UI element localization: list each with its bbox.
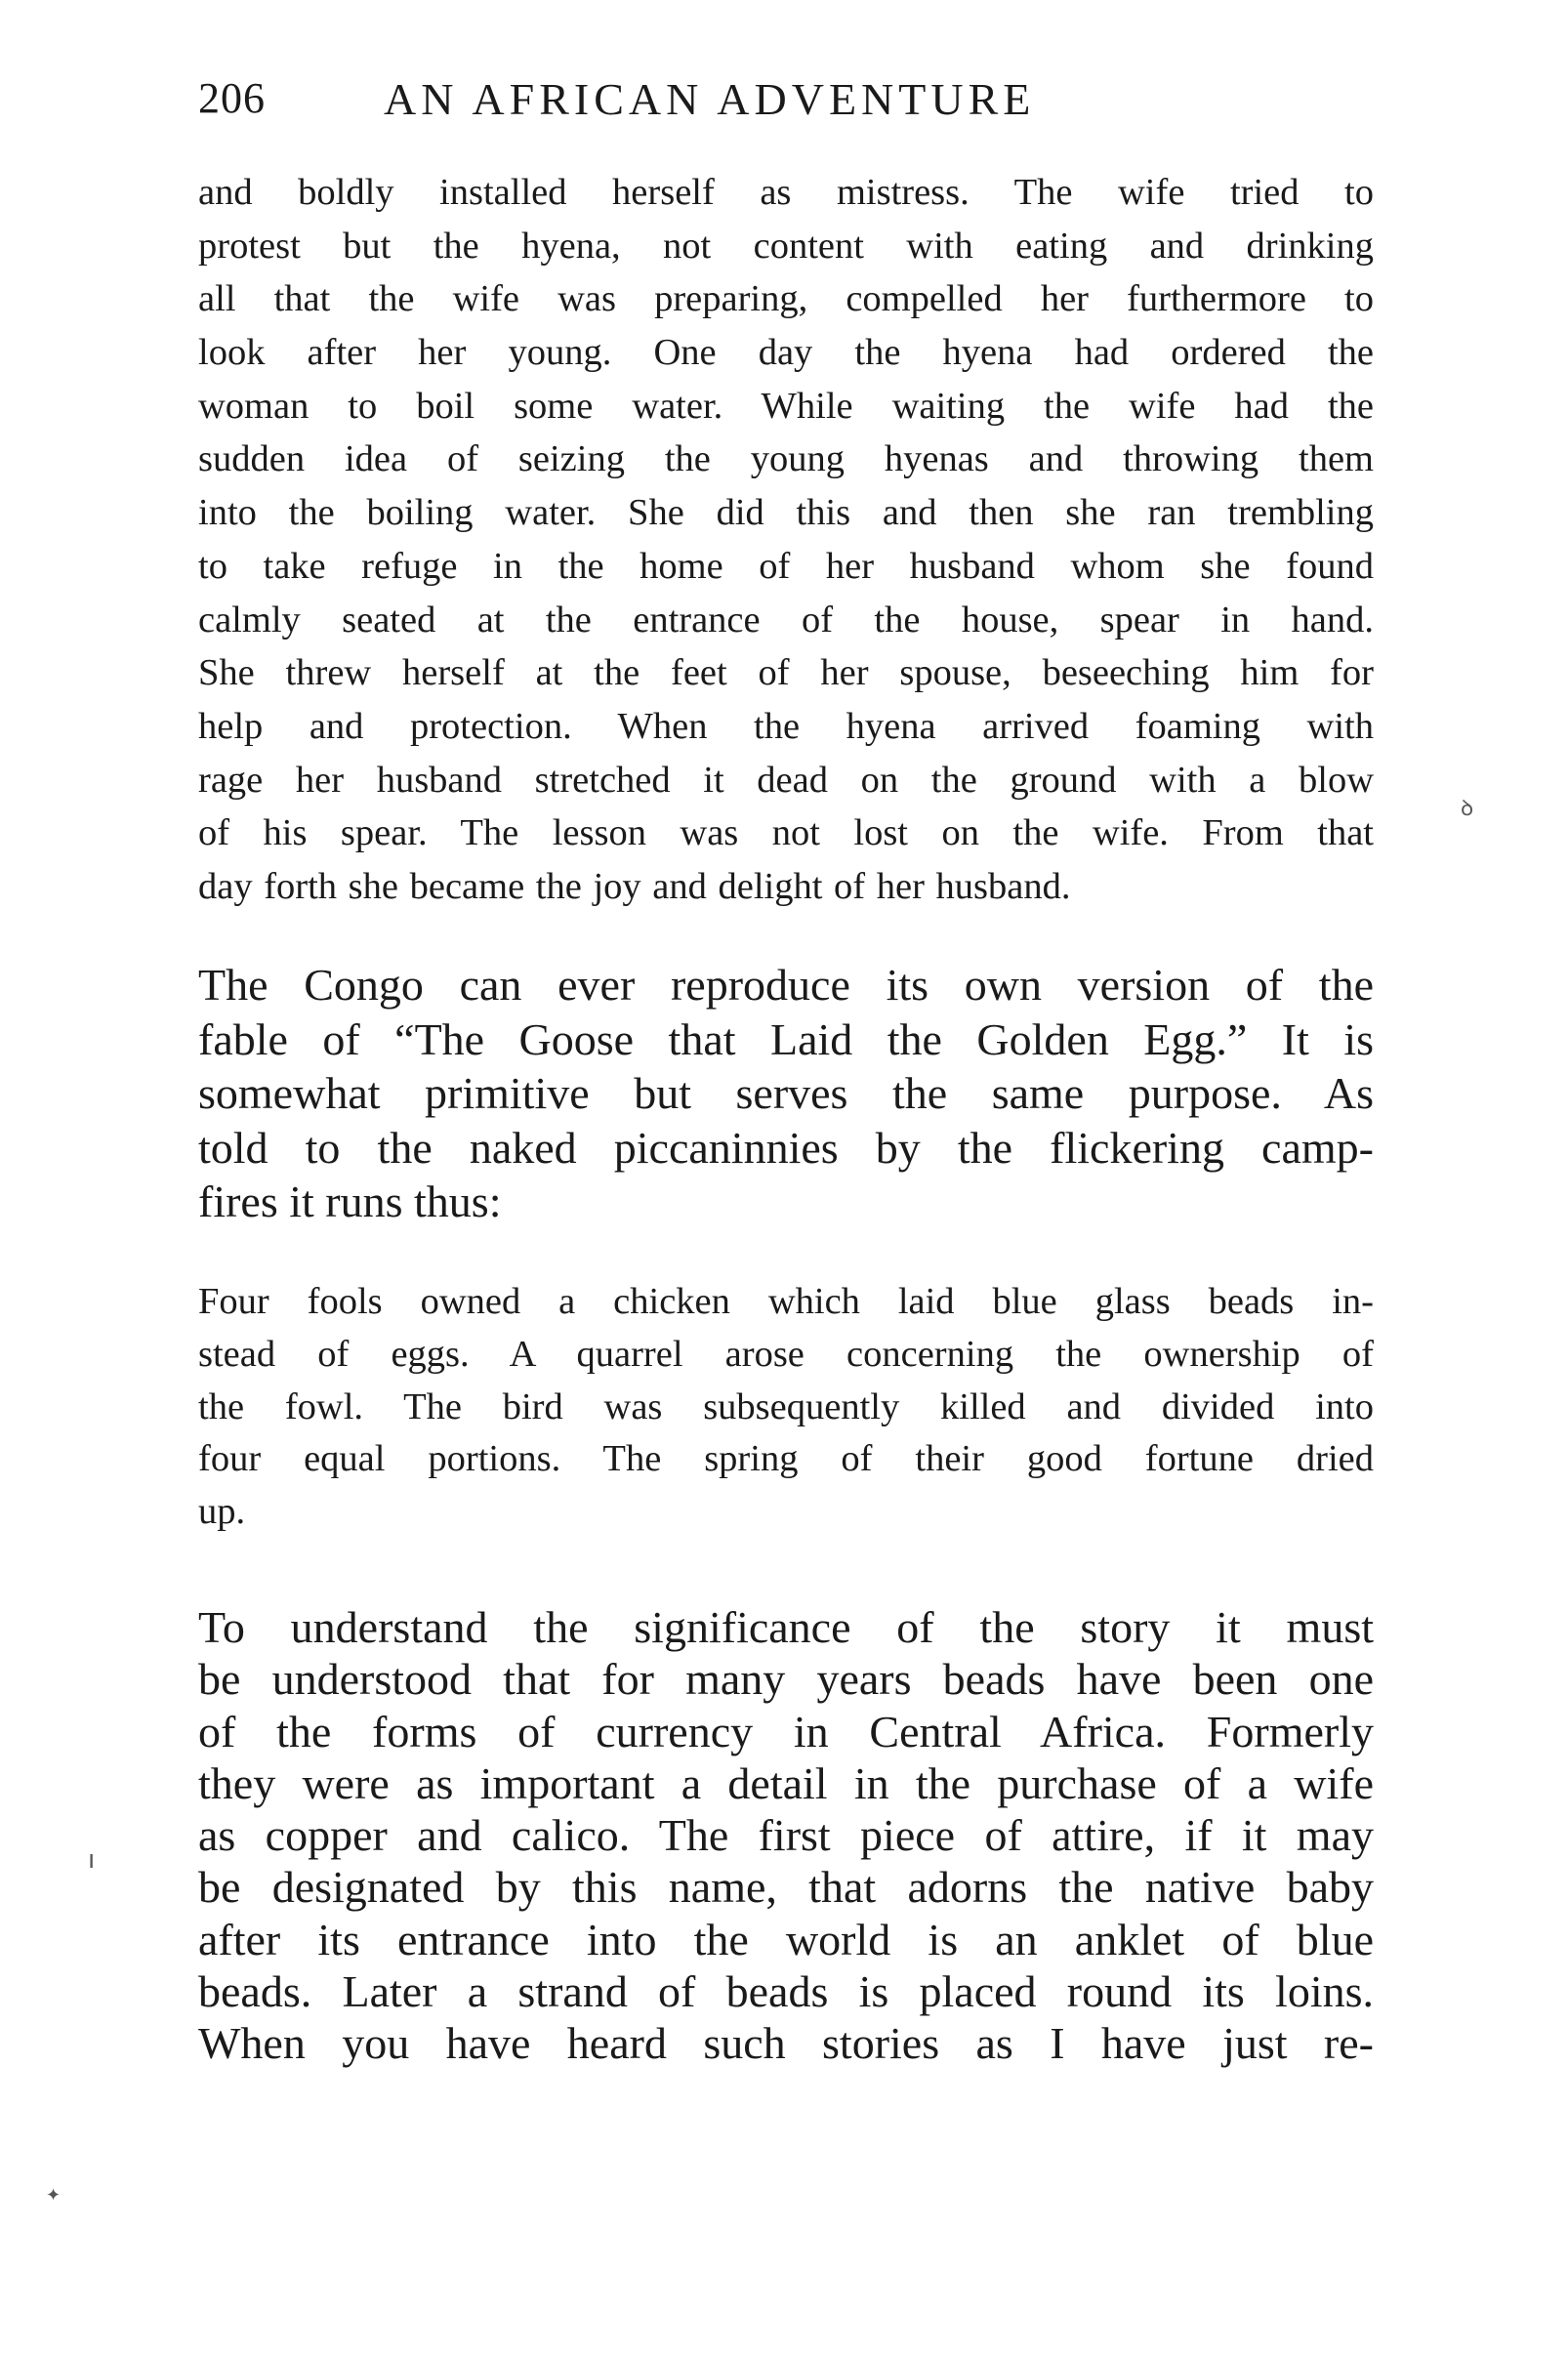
text-line: and boldly installed herself as mistress. The wife tried to [198,172,1374,213]
margin-mark: ı [88,1845,96,1875]
text-line: be understood that for many years beads have been one [198,1654,1374,1705]
text-line: She threw herself at the feet of her spouse, beseeching him for [198,652,1374,694]
text-line: they were as important a detail in the purchase of a wife [198,1757,1374,1808]
text-line: four equal portions. The spring of their good fortune dried [198,1438,1374,1480]
paragraph-bead-currency [198,1601,1374,2070]
text-line: sudden idea of seizing the young hyenas and throwing them [198,438,1374,480]
running-title: AN AFRICAN ADVENTURE [384,74,1036,124]
text-line: into the boiling water. She did this and then she ran trembling [198,492,1374,534]
paragraph-golden-egg-intro [198,958,1374,1229]
text-line: beads. Later a strand of beads is placed round its loins. [198,1966,1374,2017]
text-line: look after her young. One day the hyena had ordered the [198,332,1374,374]
text-line: of the forms of currency in Central Africa. Formerly [198,1706,1374,1756]
text-line: told to the naked piccaninnies by the flickering camp- [198,1122,1374,1173]
text-line: fable of “The Goose that Laid the Golden Egg.” It is [198,1013,1374,1064]
text-line: help and protection. When the hyena arrived foaming with [198,705,1374,747]
text-line: stead of eggs. A quarrel arose concerning the ownership of [198,1333,1374,1375]
text-line: protest but the hyena, not content with eating and drinking [198,225,1374,267]
paragraph-four-fools-fable [198,1276,1374,1539]
text-line: up. [198,1491,246,1533]
text-line: rage her husband stretched it dead on the ground with a blow [198,759,1374,801]
text-line: woman to boil some water. While waiting the wife had the [198,385,1374,427]
margin-mark: ꝺ [1461,797,1474,821]
text-line: be designated by this name, that adorns the native baby [198,1862,1374,1913]
paragraph-hyena-story [198,166,1374,914]
margin-mark: ✦ [46,2185,62,2206]
text-line: all that the wife was preparing, compelled her furthermore to [198,278,1374,320]
text-line: calmly seated at the entrance of the house, spear in hand. [198,599,1374,640]
text-line: The Congo can ever reproduce its own version of the [198,960,1374,1010]
text-line: the fowl. The bird was subsequently killed and divided into [198,1385,1374,1427]
text-line: To understand the significance of the story it must [198,1602,1374,1652]
text-line: after its entrance into the world is an anklet of blue [198,1914,1374,1964]
text-line: Four fools owned a chicken which laid blue glass beads in- [198,1281,1374,1322]
text-line: fires it runs thus: [198,1177,502,1226]
text-line: as copper and calico. The first piece of attire, if it may [198,1810,1374,1861]
page-number: 206 [198,74,266,122]
text-line: somewhat primitive but serves the same purpose. As [198,1068,1374,1118]
text-line: of his spear. The lesson was not lost on the wife. From that [198,812,1374,854]
text-line: day forth she became the joy and delight of her husband. [198,865,1071,907]
text-line: When you have heard such stories as I have just re- [198,2018,1374,2069]
text-line: to take refuge in the home of her husband whom she found [198,545,1374,587]
running-head [198,73,1175,142]
